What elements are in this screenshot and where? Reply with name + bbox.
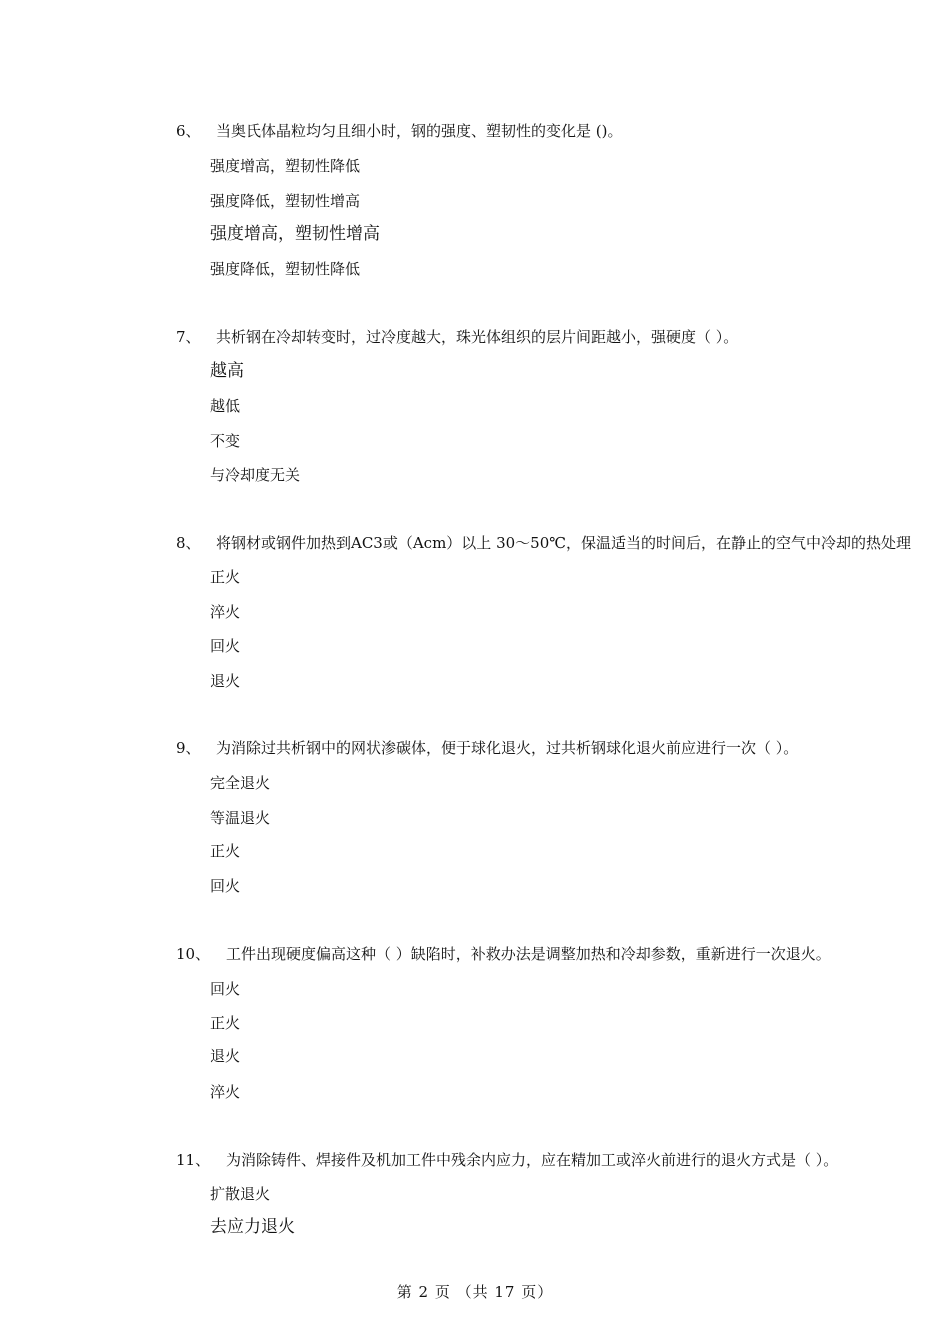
- question-text: 共析钢在冷却转变时，过冷度越大，珠光体组织的层片间距越小，强硬度（ ）。: [216, 328, 739, 346]
- option: 正火: [210, 1014, 241, 1032]
- question-text: 将钢材或钢件加热到AC3或（Acm）以上 30～50℃，保温适当的时间后，在静止的空气中冷却的热处理: [216, 534, 912, 552]
- option: 强度增高，塑韧性降低: [210, 157, 361, 175]
- option: 退火: [210, 672, 241, 690]
- option: 淬火: [210, 1083, 241, 1101]
- option: 退火: [210, 1047, 241, 1065]
- option: 不变: [210, 432, 241, 450]
- question-text: 当奥氏体晶粒均匀且细小时，钢的强度、塑韧性的变化是 ()。: [216, 122, 623, 140]
- option: 完全退火: [210, 774, 271, 792]
- option: 越高: [210, 361, 244, 381]
- question-stem: [176, 1150, 838, 1170]
- option: 回火: [210, 980, 241, 998]
- option: 淬火: [210, 603, 241, 621]
- option: 正火: [210, 568, 241, 586]
- question-stem: [176, 121, 622, 141]
- option: 强度降低，塑韧性降低: [210, 260, 361, 278]
- question-text: 工件出现硬度偏高这种（ ）缺陷时，补救办法是调整加热和冷却参数，重新进行一次退火。: [226, 945, 831, 963]
- question-text: 为消除过共析钢中的网状渗碳体，便于球化退火，过共析钢球化退火前应进行一次（ ）。: [216, 739, 799, 757]
- question-stem: [176, 738, 798, 758]
- question-stem: [176, 944, 831, 964]
- option: 等温退火: [210, 809, 271, 827]
- option: 强度降低，塑韧性增高: [210, 192, 361, 210]
- option: 与冷却度无关: [210, 466, 301, 484]
- option: 去应力退火: [210, 1217, 295, 1237]
- option: 正火: [210, 842, 241, 860]
- option: 回火: [210, 877, 241, 895]
- question-stem: [176, 327, 738, 347]
- question-number: 6、: [176, 122, 201, 140]
- question-number: 11、: [176, 1151, 211, 1169]
- question-number: 8、: [176, 534, 201, 552]
- option: 扩散退火: [210, 1185, 271, 1203]
- question-text: 为消除铸件、焊接件及机加工件中残余内应力，应在精加工或淬火前进行的退火方式是（ ）。: [226, 1151, 839, 1169]
- option: 回火: [210, 637, 241, 655]
- question-number: 9、: [176, 739, 201, 757]
- page-footer: 第 2 页 （共 17 页）: [396, 1283, 554, 1301]
- option: 越低: [210, 397, 241, 415]
- question-stem: [176, 533, 911, 553]
- option: 强度增高，塑韧性增高: [210, 224, 380, 244]
- question-number: 7、: [176, 328, 201, 346]
- question-number: 10、: [176, 945, 211, 963]
